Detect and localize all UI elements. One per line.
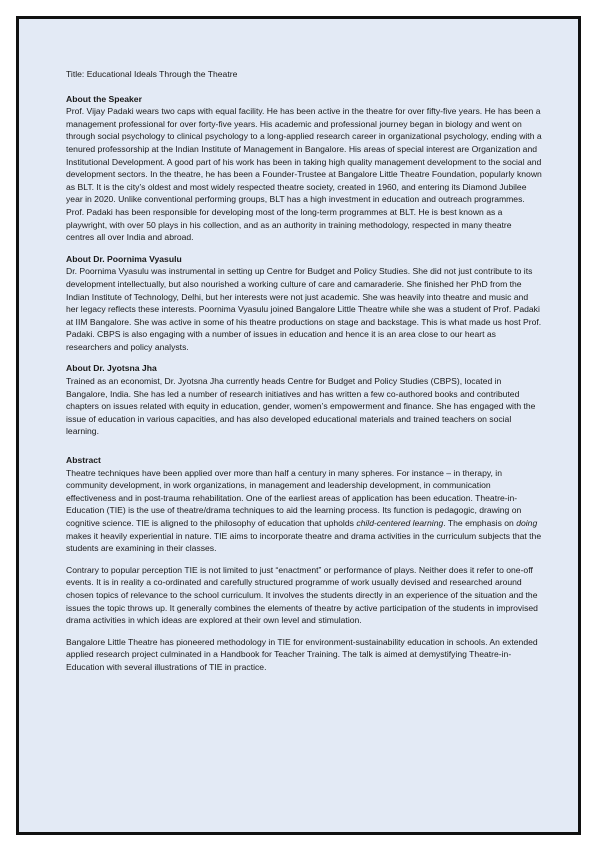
abstract-paragraph-3: Bangalore Little Theatre has pioneered methodology in TIE for environment-sustainability education in schools. An extended applied research project culminated in a Handbook for Teacher Training. The talk is aimed at demystifying Theatre-in-Education with several illustrations of TIE in practice. — [66, 636, 538, 672]
poornima-heading: About Dr. Poornima Vyasulu — [66, 253, 182, 264]
abstract-p1-text-c: makes it heavily experiential in nature. TIE aims to incorporate theatre and drama activities in the curriculum subjects that the students are examining in their classes. — [66, 530, 542, 554]
document-page — [16, 16, 581, 835]
abstract-heading: Abstract — [66, 455, 101, 466]
poornima-section — [66, 253, 542, 354]
speaker-heading: About the Speaker — [66, 93, 142, 104]
abstract-paragraph-1 — [66, 467, 542, 555]
speaker-body: Prof. Vijay Padaki wears two caps with equal facility. He has been active in the theatre for over fifty-five years. He has been a management professional for over forty-five years. His academic and professional journey began in biology and went on through social psychology to clinical psychology to a long-applied research career in organizational psychology, ending with a tenured professorship at the Indian Institute of Management in Bangalore. His areas of special interest are Organization and Institutional Development. A good part of his work has been in taking high quality management development to the social and development sectors. In the theatre, he has been a Founder-Trustee at Bangalore Little Theatre Foundation, popularly known as BLT. It is the city’s oldest and most widely respected theatre society, created in 1960, and entering its Diamond Jubilee year in 2020. Unlike conventional performing groups, BLT has a high investment in education and outreach programmes. Prof. Padaki has been responsible for developing most of the long-term programmes at BLT. He is best known as a playwright, with over 50 plays in his collection, and as an authority in training methodology, respected in many theatre centres all over India and abroad. — [66, 106, 542, 243]
abstract-paragraph-2: Contrary to popular perception TIE is not limited to just “enactment” or performance of plays. Neither does it refer to one-off events. It is in reality a co-ordinated and carefully structured programme of work usually devised and researched around chosen topics of relevance to the school curriculum. It involves the students directly in an experience of the situation and the issues the topic throws up. It generally combines the elements of theatre by active participation of the students in improvised drama activities in which ideas are explored at their own level and stimulation. — [66, 564, 538, 626]
abstract-p1-emphasis-2: doing — [516, 518, 538, 528]
document-content — [66, 68, 542, 674]
abstract-p1-text-b: . The emphasis on — [443, 518, 517, 528]
jyotsna-section — [66, 362, 542, 438]
document-title: Educational Ideals Through the Theatre — [86, 69, 238, 79]
abstract-p1-text-a: Theatre techniques have been applied over more than half a century in many spheres. For instance – in therapy, in community development, in work organizations, in management and leadership development, in communication effectiveness and in post-trauma rehabilitation. One of the earliest areas of application has been education. Theatre-in-Education (TIE) is the use of theatre/drama techniques to aid the learning process. Its function is pedagogic, drawing on cognitive science. TIE is aligned to the philosophy of education that upholds — [66, 467, 522, 528]
speaker-section — [66, 93, 542, 244]
jyotsna-body: Trained as an economist, Dr. Jyotsna Jha currently heads Centre for Budget and Policy Studies (CBPS), located in Bangalore, India. She has led a number of research initiatives and has written a few co-authored books and contributed chapters on issues related with equity in education, gender, women’s empowerment and finance. She has engaged with the issue of education in various capacities, and has also developed educational materials and trained teachers on social learning. — [66, 376, 536, 437]
abstract-section — [66, 454, 542, 674]
poornima-body: Dr. Poornima Vyasulu was instrumental in setting up Centre for Budget and Policy Studies. She did not just contribute to its development intellectually, but also nourished a working culture of care and camaraderie. She finished her PhD from the Indian Institute of Technology, Delhi, but her interests were not just academic. She was heavily into theatre and music and her legacy reflects these interests. Poornima Vyasulu joined Bangalore Little Theatre while she was a student of Prof. Padaki at IIM Bangalore. She was active in some of his theatre productions on stage and backstage. This is what made us host Prof. Padaki. CBPS is also engaging with a number of issues in education and hence it is an area close to our heart as researchers and policy analysts. — [66, 266, 542, 352]
title-label: Title — [66, 69, 82, 79]
jyotsna-heading: About Dr. Jyotsna Jha — [66, 363, 157, 374]
title-line: Title: Educational Ideals Through the Theatre — [66, 69, 238, 79]
abstract-p1-emphasis-1: child-centered learning — [356, 518, 444, 528]
